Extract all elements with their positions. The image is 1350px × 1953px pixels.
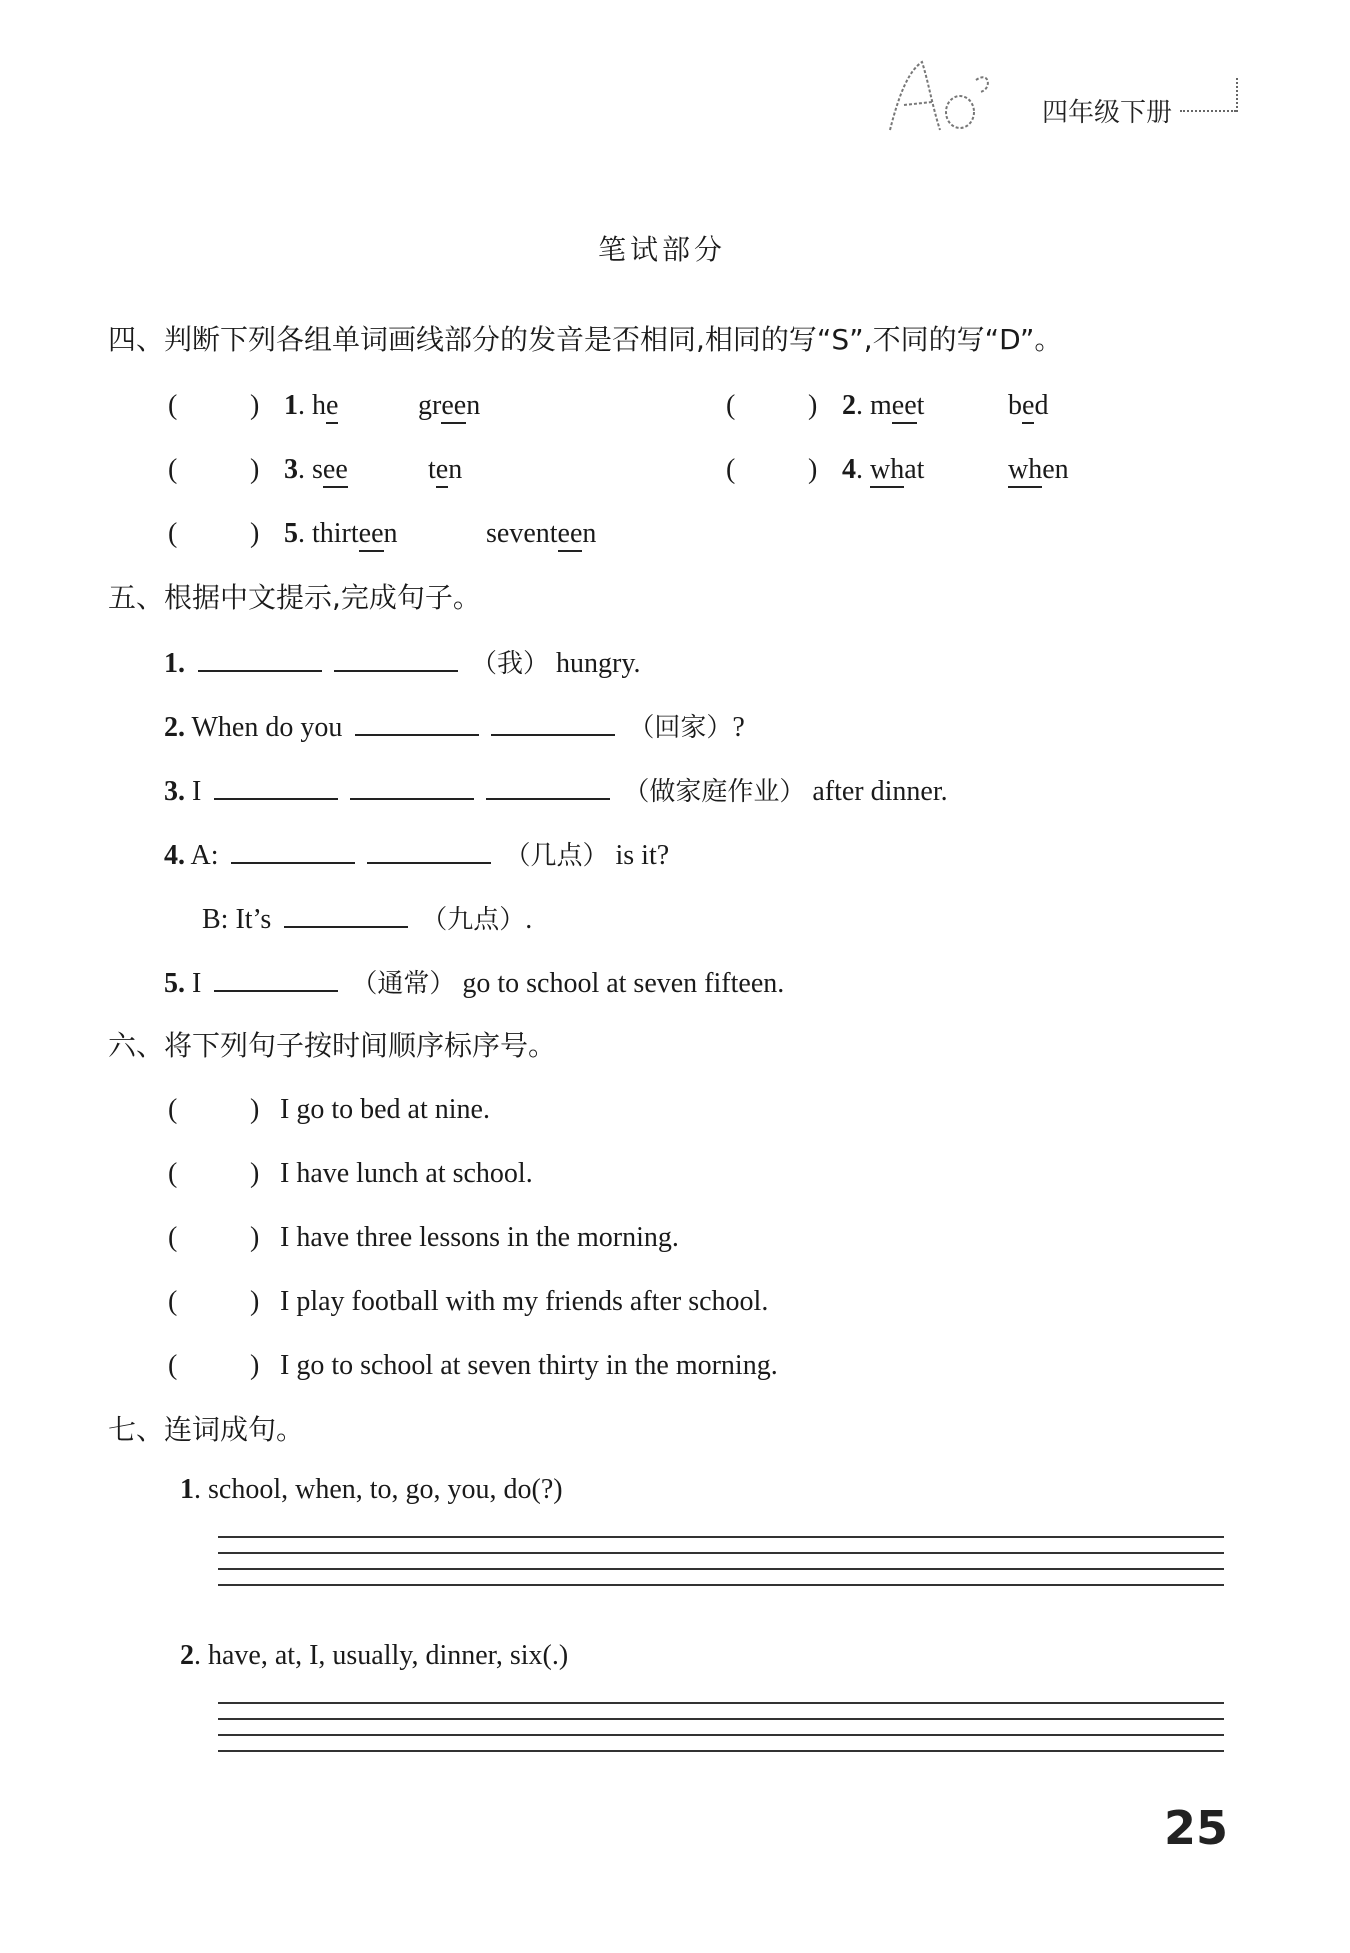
sec5-item-5: 5. I （通常） go to school at seven fifteen. xyxy=(164,962,784,1004)
answer-blank[interactable] xyxy=(284,898,408,928)
answer-paren-open: ( xyxy=(726,454,736,485)
item-number: 1 xyxy=(284,390,298,421)
header-right-tick xyxy=(1236,78,1238,112)
answer-blank[interactable] xyxy=(350,770,474,800)
answer-blank[interactable] xyxy=(231,834,355,864)
header-dotted-rule xyxy=(1180,110,1236,112)
item-number: 3 xyxy=(284,454,298,485)
sec5-title: 五、根据中文提示,完成句子。 xyxy=(108,581,481,614)
sec6-title: 六、将下列句子按时间顺序标序号。 xyxy=(108,1029,557,1062)
chinese-hint: （几点） xyxy=(504,841,609,871)
word-list: have, at, I, usually, dinner, six(.) xyxy=(208,1640,569,1671)
item-number: 2 xyxy=(842,390,856,421)
sec5-item-4a: 4. A: （几点） is it? xyxy=(164,834,669,876)
sec7-item-2: 2. have, at, I, usually, dinner, six(.) xyxy=(180,1640,569,1671)
sec5-item-4b: B: It’s （九点）. xyxy=(202,898,532,940)
answer-paren-close: ) xyxy=(808,454,818,485)
answer-blank[interactable] xyxy=(491,706,615,736)
chinese-hint: （九点） xyxy=(421,905,526,935)
sec7-title: 七、连词成句。 xyxy=(108,1413,305,1446)
answer-paren-close: ) xyxy=(808,390,818,421)
abc-logo-icon xyxy=(880,50,1000,140)
grade-label: 四年级下册 xyxy=(1042,98,1173,128)
header-logo xyxy=(880,50,1000,140)
sec5-item-1: 1. （我） hungry. xyxy=(164,642,641,684)
answer-blank[interactable] xyxy=(486,770,610,800)
answer-paren-open: ( xyxy=(168,454,178,485)
answer-paren-close: ) xyxy=(250,390,260,421)
sec5-item-3: 3. I （做家庭作业） after dinner. xyxy=(164,770,948,812)
chinese-hint: （回家） xyxy=(628,713,733,743)
answer-paren-open: ( xyxy=(168,518,178,549)
sec4-title: 四、判断下列各组单词画线部分的发音是否相同,相同的写“S”,不同的写“D”。 xyxy=(108,323,1063,356)
answer-blank[interactable] xyxy=(367,834,491,864)
answer-paren-close: ) xyxy=(250,454,260,485)
item-number: 5 xyxy=(284,518,298,549)
chinese-hint: （做家庭作业） xyxy=(623,777,806,807)
sentence: I have lunch at school. xyxy=(280,1158,533,1189)
sentence: I play football with my friends after school. xyxy=(280,1286,769,1317)
answer-blank[interactable] xyxy=(214,962,338,992)
sentence: I go to bed at nine. xyxy=(280,1094,490,1125)
sec7-item-1: 1. school, when, to, go, you, do(?) xyxy=(180,1474,563,1505)
page-number: 25 xyxy=(1164,1801,1229,1855)
page-title: 笔试部分 xyxy=(598,233,727,266)
word-list: school, when, to, go, you, do(?) xyxy=(208,1474,563,1505)
sec5-item-2: 2. When do you （回家）? xyxy=(164,706,745,748)
sentence: I go to school at seven thirty in the morning. xyxy=(280,1350,778,1381)
answer-blank[interactable] xyxy=(198,642,322,672)
chinese-hint: （我） xyxy=(471,649,550,679)
answer-paren-open: ( xyxy=(168,390,178,421)
item-number: 4 xyxy=(842,454,856,485)
answer-paren-close: ) xyxy=(250,518,260,549)
answer-blank[interactable] xyxy=(214,770,338,800)
answer-paren-open: ( xyxy=(726,390,736,421)
chinese-hint: （通常） xyxy=(351,969,456,999)
answer-blank[interactable] xyxy=(334,642,458,672)
answer-blank[interactable] xyxy=(355,706,479,736)
sentence: I have three lessons in the morning. xyxy=(280,1222,679,1253)
